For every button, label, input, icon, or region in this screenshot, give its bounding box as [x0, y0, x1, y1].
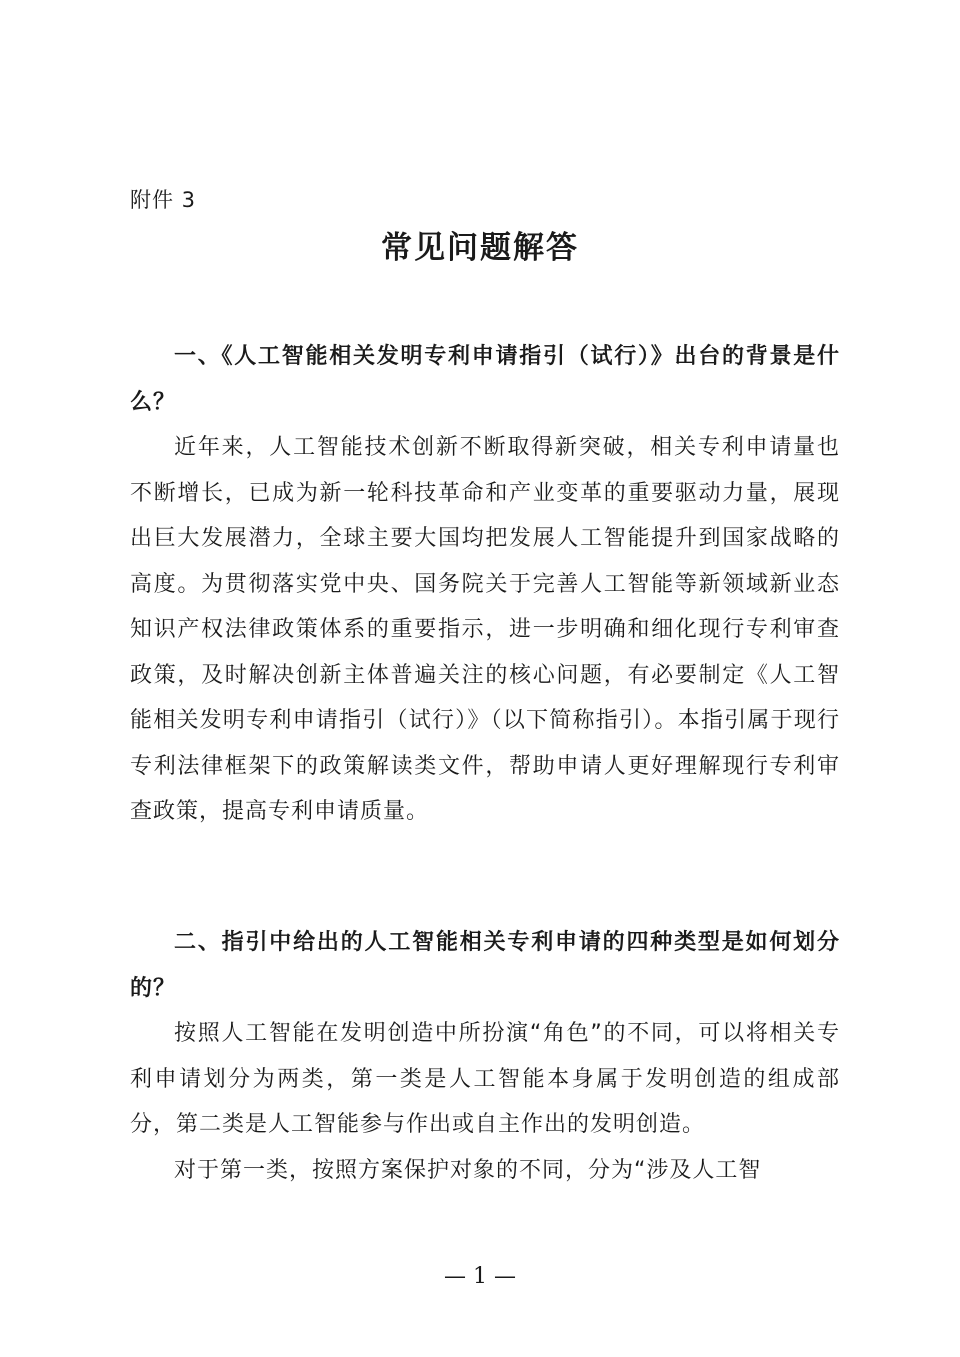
section-2	[130, 920, 840, 1193]
section-2-paragraph-2: 对于第一类，按照方案保护对象的不同，分为“涉及人工智	[174, 1157, 762, 1183]
section-1-heading: 一、《人工智能相关发明专利申请指引（试行）》出台的背景是什么？	[130, 344, 840, 415]
section-1	[130, 334, 840, 835]
attachment-label: 附件 3	[130, 188, 197, 212]
section-1-paragraph-1: 近年来，人工智能技术创新不断取得新突破，相关专利申请量也不断增长，已成为新一轮科技革命和产业变革的重要驱动力量，展现出巨大发展潜力，全球主要大国均把发展人工智能提升到国家战略的高度。为贯彻落实党中央、国务院关于完善人工智能等新领域新业态知识产权法律政策体系的重要指示，进一步明确和细化现行专利审查政策，及时解决创新主体普遍关注的核心问题，有必要制定《人工智能相关发明专利申请指引（试行）》（以下简称指引）。本指引属于现行专利法律框架下的政策解读类文件，帮助申请人更好理解现行专利审查政策，提高专利申请质量。	[130, 435, 840, 824]
section-2-paragraph-1: 按照人工智能在发明创造中所扮演“角色”的不同，可以将相关专利申请划分为两类，第一类是人工智能本身属于发明创造的组成部分，第二类是人工智能参与作出或自主作出的发明创造。	[130, 1021, 840, 1137]
page-title: 常见问题解答	[381, 230, 579, 266]
page-number: — 1 —	[444, 1264, 516, 1289]
section-2-heading: 二、指引中给出的人工智能相关专利申请的四种类型是如何划分的？	[130, 930, 840, 1001]
